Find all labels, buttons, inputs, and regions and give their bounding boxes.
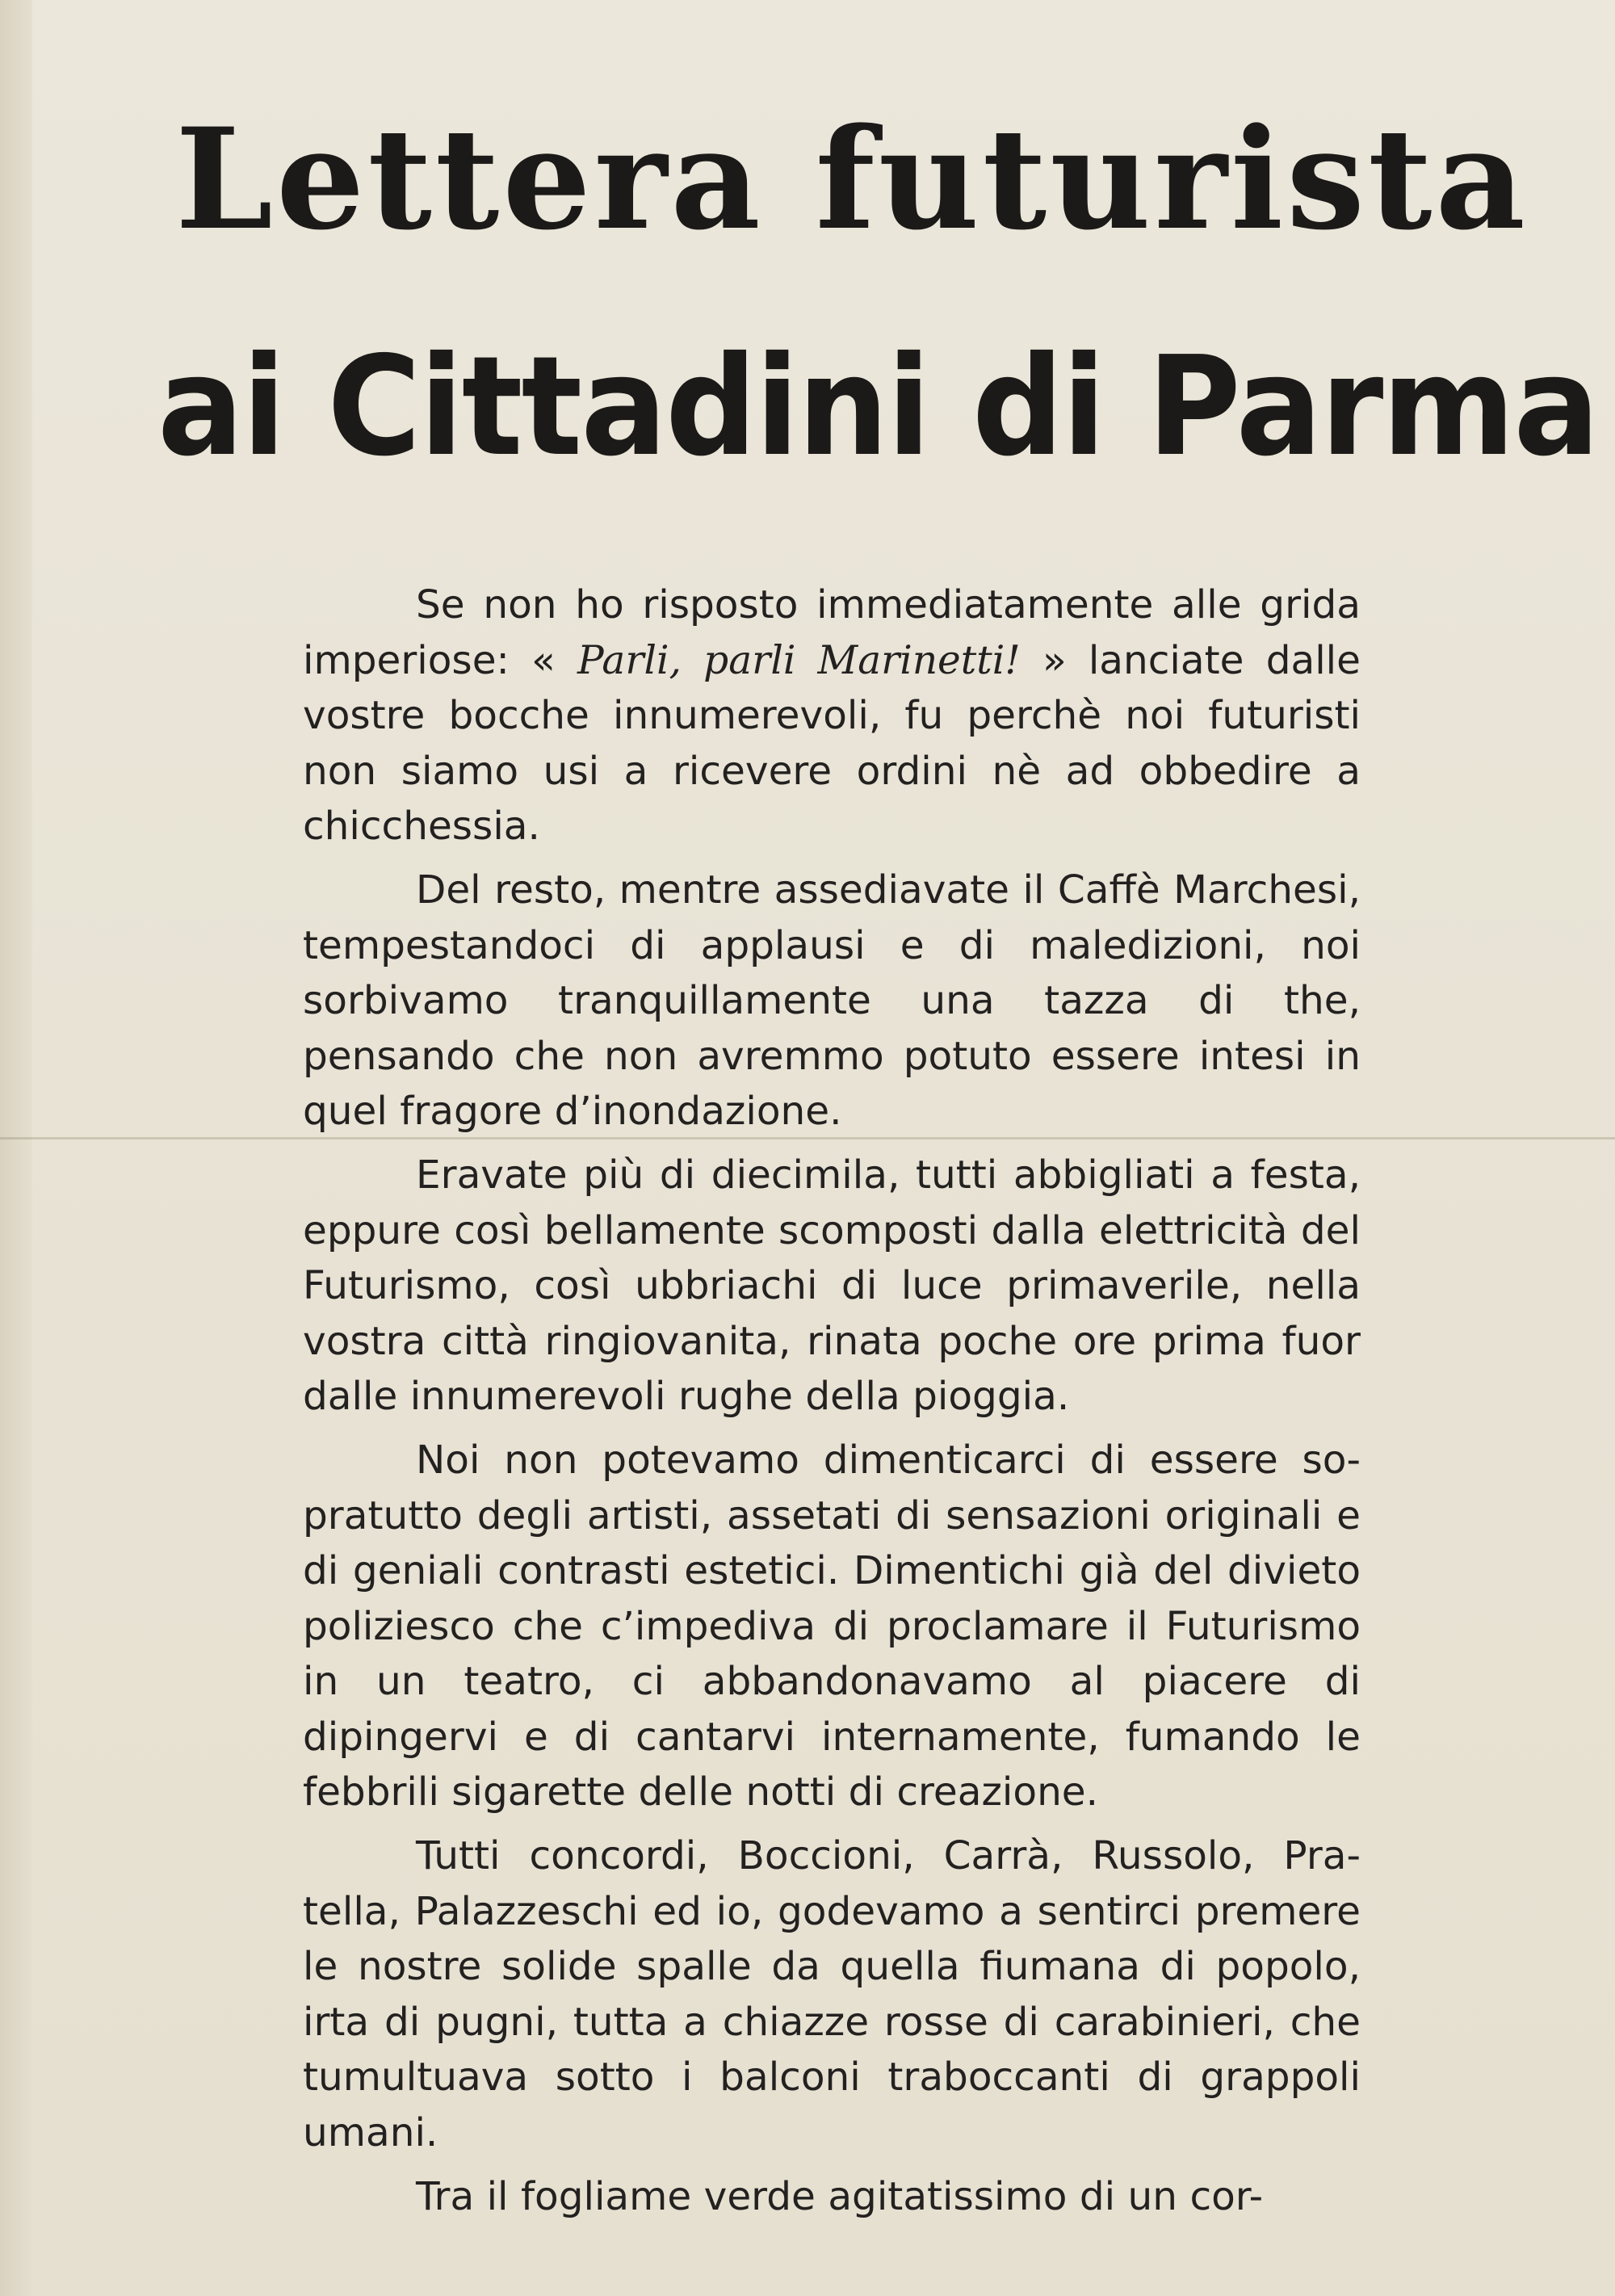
title-line-1: Lettera futurista — [175, 97, 1529, 261]
letter-body — [303, 577, 1361, 2224]
paragraph-3: Eravate più di diecimila, tutti abbigliati a festa, eppure così bellamente scomposti dalla elettricità del Futurismo, così ubbriachi di luce primaverile, nella vostra città ringiovanita, rinata poche ore prima fuor dalle innumerevoli rughe della pioggia. — [303, 1152, 1361, 1420]
paragraph-2: Del resto, mentre assediavate il Caffè Marchesi, tempestandoci di applausi e di maledizioni, noi sorbivamo tranquillamente una tazza di the, pensando che non avremmo potuto essere intesi in quel fragore d’inondazione. — [303, 867, 1361, 1135]
paragraph-1 — [303, 577, 1361, 854]
paper-left-edge — [0, 0, 32, 2296]
paragraph-6: Tra il fogliame verde agitatissimo di un cor- — [416, 2173, 1264, 2219]
paragraph-4: Noi non potevamo dimenticarci di essere sopratutto degli artisti, assetati di sensazioni originali e di geniali contrasti estetici. Dimentichi già del divieto poliziesco che c’impediva di proclamare il Futurismo in un teatro, ci abbandonavamo al piacere di dipingervi e di cantarvi internamente, fumando le febbrili sigarette delle notti di creazione. — [303, 1437, 1361, 1815]
title-line-2: ai Cittadini di Parma — [157, 327, 1599, 487]
paragraph-1-italic-quote: Parli, parli Marinetti! — [577, 637, 1021, 683]
paragraph-1-before: Se non ho risposto immediatamente alle grida imperiose: « — [303, 582, 1361, 683]
paragraph-1-after: » lanciate dalle vostre bocche innumerevoli, fu perchè noi futuristi non siamo usi a ricevere ordini nè ad obbedire a chicchessia. — [303, 637, 1361, 850]
paragraph-5: Tutti concordi, Boccioni, Carrà, Russolo, Pratella, Palazzeschi ed io, godevamo a sentirci premere le nostre solide spalle da quella fiumana di popolo, irta di pugni, tutta a chiazze rosse di carabinieri, che tumultuava sotto i balconi traboccanti di grappoli umani. — [303, 1833, 1361, 2156]
